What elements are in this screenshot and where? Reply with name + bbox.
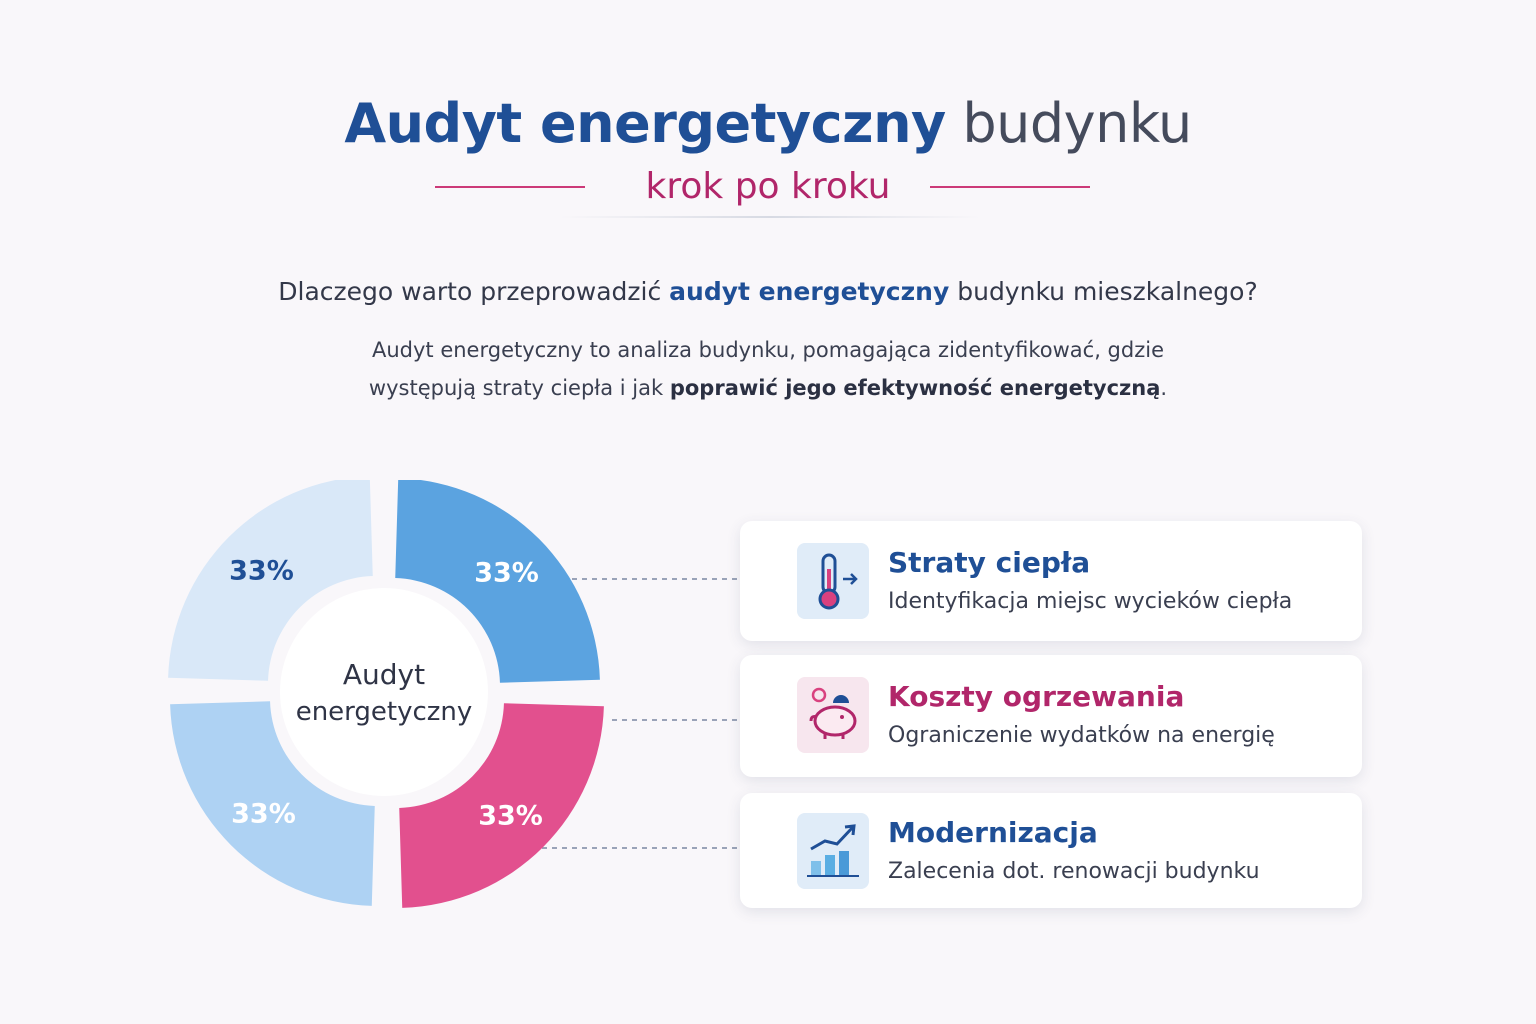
card-modernizacja xyxy=(740,793,1362,908)
donut-center-label-line1: Audyt xyxy=(342,658,426,691)
subtitle-rule-right xyxy=(930,186,1090,188)
card-straty-ciepla xyxy=(740,521,1362,641)
subtitle-divider xyxy=(560,216,980,218)
question-pre: Dlaczego warto przeprowadzić xyxy=(278,277,670,306)
card-title: Modernizacja xyxy=(888,816,1098,849)
title-strong: Audyt energetyczny xyxy=(344,92,946,155)
question-post: budynku mieszkalnego? xyxy=(949,277,1258,306)
donut-slice-label: 33% xyxy=(474,557,539,589)
card-title: Koszty ogrzewania xyxy=(888,680,1185,713)
question-highlight: audyt energetyczny xyxy=(669,277,950,306)
page-title xyxy=(0,92,1536,156)
growth-chart-icon xyxy=(797,813,869,889)
donut-center-label-line2: energetyczny xyxy=(295,697,473,727)
page-subtitle: krok po kroku xyxy=(645,166,891,207)
card-koszty-ogrzewania xyxy=(740,655,1362,777)
line2-post: . xyxy=(1160,376,1168,400)
donut-slice-label: 33% xyxy=(478,800,543,832)
line2-pre: występują straty ciepła i jak xyxy=(368,376,670,400)
piggy-bank-icon xyxy=(797,677,869,753)
donut-slice-label: 33% xyxy=(231,798,296,830)
card-description: Identyfikacja miejsc wycieków ciepła xyxy=(888,589,1293,614)
card-description: Ograniczenie wydatków na energię xyxy=(888,723,1275,748)
donut-hole xyxy=(280,588,488,796)
card-title: Straty ciepła xyxy=(888,546,1091,579)
donut-slice-label: 33% xyxy=(229,555,294,587)
intro-question xyxy=(0,272,1536,312)
card-description: Zalecenia dot. renowacji budynku xyxy=(888,859,1260,884)
subtitle-row xyxy=(0,160,1536,216)
donut-chart xyxy=(150,480,790,910)
thermometer-icon xyxy=(797,543,869,619)
title-light: budynku xyxy=(962,92,1192,155)
intro-paragraph-line1: Audyt energetyczny to analiza budynku, pomagająca zidentyfikować, gdzie xyxy=(371,338,1164,362)
line2-bold: poprawić jego efektywność energetyczną xyxy=(669,376,1161,400)
intro-paragraph-line2 xyxy=(0,370,1536,406)
